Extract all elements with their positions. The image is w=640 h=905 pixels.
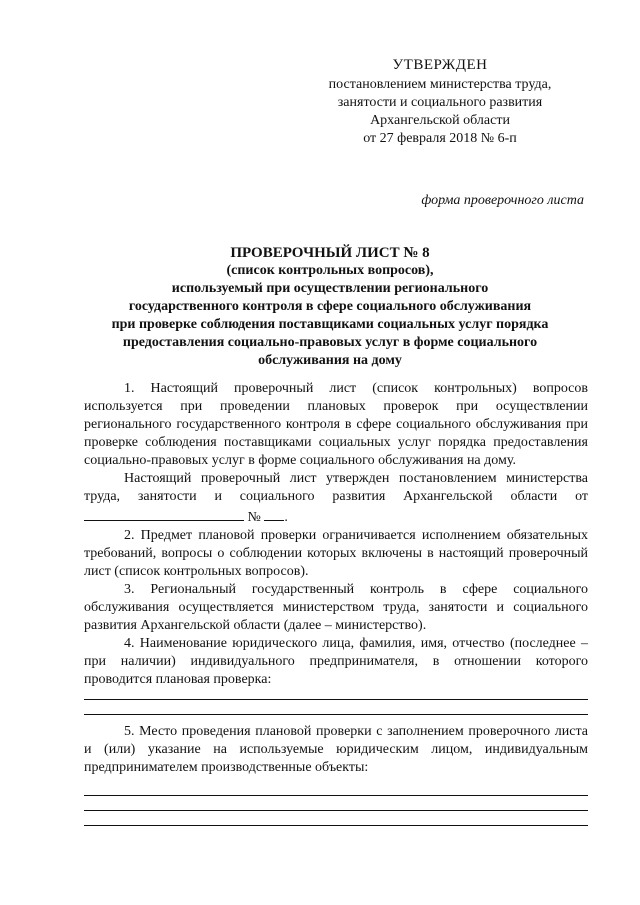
title-line-5: при проверке соблюдения поставщиками социальных услуг порядка	[111, 317, 549, 332]
number-sign: №	[247, 510, 261, 525]
paragraph-1: 1. Настоящий проверочный лист (список контрольных) вопросов используется при проведении плановых проверок при осуществлении регионального государственного контроля в сфере социального обслуживания при проверке соблюдения поставщиками социальных услуг порядка предоставления социально-правовых услуг в форме социального обслуживания на дому.	[84, 381, 588, 468]
title-line-4: государственного контроля в сфере социального обслуживания	[128, 299, 532, 314]
fill-line[interactable]	[84, 825, 588, 826]
title-line-1: ПРОВЕРОЧНЫЙ ЛИСТ № 8	[230, 245, 430, 261]
document-body	[84, 380, 588, 826]
title-line-7: обслуживания на дому	[258, 353, 402, 368]
title-line-2: (список контрольных вопросов),	[226, 263, 434, 278]
paragraph-2: 2. Предмет плановой проверки ограничивается исполнением обязательных требований, вопросы о соблюдении которых включены в настоящий проверочный лист (список контрольных вопросов).	[84, 528, 588, 579]
form-label: форма проверочного листа	[421, 193, 584, 208]
approval-line-1: постановлением министерства труда,	[328, 77, 552, 92]
paragraph-3: 3. Региональный государственный контроль в сфере социального обслуживания осуществляется министерством труда, занятости и социального развития Архангельской области (далее – министерство).	[84, 582, 588, 633]
document-title	[70, 244, 590, 370]
paragraph-4: 4. Наименование юридического лица, фамилия, имя, отчество (последнее – при наличии) индивидуального предпринимателя, в отношении которого проводится плановая проверка:	[84, 636, 588, 687]
title-line-6: предоставления социально-правовых услуг в форме социального	[122, 335, 538, 350]
approval-line-3: Архангельской области	[370, 113, 510, 128]
approval-stamp	[300, 56, 580, 148]
approval-line-2: занятости и социального развития	[337, 95, 543, 110]
date-blank[interactable]	[84, 506, 244, 521]
approval-title: УТВЕРЖДЕН	[392, 57, 488, 73]
number-blank[interactable]	[264, 506, 284, 521]
paragraph-1b	[84, 470, 588, 527]
approval-line-4: от 27 февраля 2018 № 6-п	[363, 131, 517, 146]
paragraph-1b-text: Настоящий проверочный лист утвержден постановлением министерства труда, занятости и социального развития Архангельской области от	[84, 471, 588, 504]
paragraph-5: 5. Место проведения плановой проверки с заполнением проверочного листа и (или) указание на используемые юридическим лицом, индивидуальным предпринимателем производственные объекты:	[84, 724, 588, 775]
paragraph-1b-end: .	[284, 510, 288, 525]
title-line-3: используемый при осуществлении регионального	[171, 281, 489, 296]
